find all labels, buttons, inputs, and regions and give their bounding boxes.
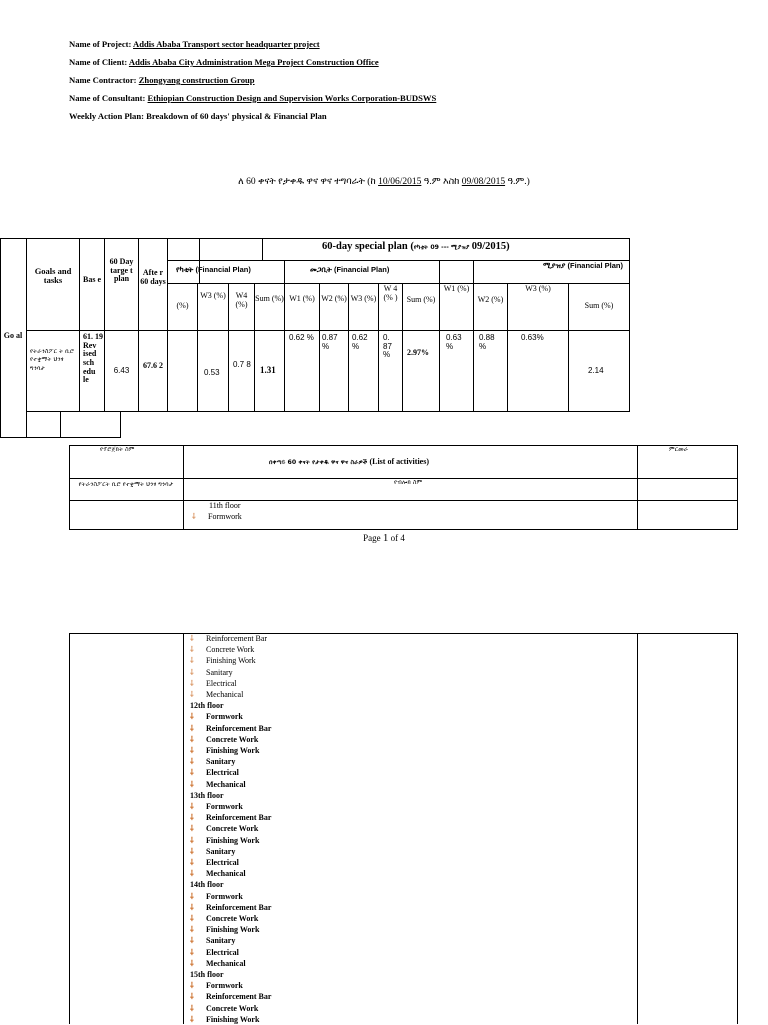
- bullet-icon: ⸸: [190, 858, 194, 867]
- value-w3b: 0.62 %: [352, 333, 368, 351]
- amharic-title-prefix: ለ 60 ቀናት የታቀዱ ዋና ዋና ተግባራት (ከ: [238, 177, 379, 187]
- row-goal: የትራንስፖር ት ቢሮ የተቋማት ህንፃ ግንባታ: [30, 348, 75, 372]
- col-w2c: W2 (%): [477, 295, 504, 304]
- special-plan-amh: የካቲት 09 --- ሚያዝያ: [413, 244, 472, 251]
- special-plan-title: [322, 241, 510, 252]
- value-w1c: 0.63 %: [446, 333, 462, 351]
- value-w1b: 0.62 %: [289, 333, 314, 342]
- page-total: 4: [400, 533, 405, 543]
- activity-text: Sanitary: [206, 667, 233, 677]
- client-value: Addis Ababa City Administration Mega Project Construction Office: [128, 57, 379, 67]
- activity-item: [190, 756, 235, 767]
- row-base: 61. 19 Rev ised sch edu le: [83, 332, 103, 385]
- bullet-icon: ⸸: [190, 869, 194, 879]
- activity-formwork-label: Formwork: [208, 512, 242, 521]
- block-name-header: የብሎክ ስም: [394, 479, 423, 486]
- col-w3c: W3 (%): [525, 284, 551, 293]
- bullet-icon: ⸸: [190, 947, 194, 957]
- activity-text: Sanitary: [206, 846, 236, 856]
- value-w4a: 0.7 8: [233, 360, 251, 369]
- activity-text: Concrete Work: [206, 824, 259, 834]
- bullet-icon: ⸸: [190, 958, 194, 968]
- bullet-icon: ⸸: [190, 734, 194, 744]
- bullet-icon: ⸸: [190, 992, 194, 1002]
- bullet-icon: ⸸: [190, 667, 194, 677]
- bullet-icon: ⸸: [190, 712, 194, 722]
- activity-text: Formwork: [206, 712, 243, 722]
- floor-heading: [190, 790, 224, 801]
- bullet-icon: ⸸: [190, 802, 194, 811]
- floor-heading: [190, 969, 224, 980]
- project-label: Name of Project:: [69, 39, 134, 49]
- month1-header: የካቲት (Financial Plan): [176, 265, 251, 274]
- col-w2b: W2 (%): [321, 294, 347, 303]
- activity-text: Formwork: [206, 891, 243, 901]
- bullet-icon: ⸸: [192, 512, 196, 521]
- row-target: 6.43: [113, 366, 130, 375]
- project-name-line: [69, 39, 320, 49]
- col-w1c: W1 (%): [443, 284, 470, 293]
- activity-text: Concrete Work: [206, 645, 255, 655]
- activity-text: Formwork: [206, 802, 243, 811]
- activity-item: [190, 991, 271, 1002]
- activity-item: [190, 812, 271, 823]
- row-after: 67.6 2: [143, 361, 163, 370]
- date-from: 10/06/2015: [378, 177, 422, 187]
- bullet-icon: ⸸: [190, 645, 194, 655]
- activity-text: Finishing Work: [206, 656, 256, 666]
- activity-item: [190, 958, 246, 969]
- bullet-icon: ⸸: [190, 656, 194, 666]
- bullet-icon: ⸸: [190, 835, 194, 845]
- bullet-icon: ⸸: [190, 902, 194, 912]
- bullet-icon: ⸸: [190, 981, 194, 991]
- activity-item: [190, 891, 243, 902]
- activity-text: 12th floor: [190, 701, 224, 711]
- contractor-name-line: [69, 75, 255, 85]
- activity-list-header-amh: በቀጣይ 60 ቀናት የታቀዱ ዋና ዋና ስራዎች: [269, 459, 370, 466]
- activity-text: Electrical: [206, 768, 239, 778]
- value-w2b: 0.87 %: [322, 333, 338, 351]
- bullet-icon: ⸸: [190, 914, 194, 923]
- project-value: Addis Ababa Transport sector headquarter project: [133, 39, 320, 49]
- bullet-icon: ⸸: [190, 678, 194, 688]
- activity-item: [190, 924, 259, 935]
- project-name-value: የትራንስፖርት ቢሮ የተቋማት ህንፃ ግንባታ: [78, 481, 174, 488]
- activity-item: [190, 868, 246, 879]
- col-w1b: W1 (%): [289, 294, 315, 303]
- bullet-icon: ⸸: [190, 757, 194, 767]
- special-plan-prefix: 60-day special plan (: [322, 241, 414, 252]
- activity-text: Electrical: [206, 947, 239, 957]
- client-name-line: [69, 57, 379, 67]
- activity-item: [190, 745, 259, 756]
- activity-text: Concrete Work: [206, 914, 259, 923]
- contractor-label: Name Contractor:: [69, 75, 139, 85]
- activity-item: [190, 711, 243, 722]
- floor-heading: [190, 879, 224, 890]
- month3-header: ሚያዝያ (Financial Plan): [543, 261, 623, 270]
- bullet-icon: ⸸: [190, 746, 194, 755]
- activity-item: [190, 767, 239, 778]
- activity-text: Reinforcement Bar: [206, 634, 268, 643]
- col-pct: (%): [176, 301, 189, 310]
- goals-tasks-header: Goals and tasks: [34, 266, 72, 286]
- value-suma: 1.31: [260, 365, 276, 375]
- amharic-title-suffix: ዓ.ም.): [505, 177, 530, 187]
- bullet-icon: ⸸: [190, 768, 194, 778]
- value-w3a: 0.53: [204, 368, 220, 377]
- activity-text: Reinforcement Bar: [206, 813, 272, 823]
- activity-text: Concrete Work: [206, 1003, 259, 1013]
- activity-item: [190, 633, 267, 644]
- value-w3c: 0.63%: [521, 333, 544, 342]
- consultant-label: Name of Consultant:: [69, 93, 148, 103]
- bullet-icon: ⸸: [190, 1014, 194, 1024]
- activity-item: [190, 689, 243, 700]
- activity-item: [190, 947, 239, 958]
- page-word: Page: [363, 533, 383, 543]
- client-label: Name of Client:: [69, 57, 129, 67]
- activity-item: [190, 902, 271, 913]
- activity-text: Electrical: [206, 678, 237, 688]
- weekly-plan-title: Weekly Action Plan: Breakdown of 60 days' physical & Financial Plan: [69, 111, 327, 121]
- activity-item: [190, 1003, 258, 1014]
- remark-header: ምርመራ: [669, 446, 689, 453]
- consultant-name-line: [69, 93, 436, 103]
- bullet-icon: ⸸: [190, 891, 194, 901]
- col-w3b: W3 (%): [350, 294, 377, 303]
- bullet-icon: ⸸: [190, 1003, 194, 1013]
- col-sumc: Sum (%): [584, 301, 614, 310]
- activity-item: [190, 644, 254, 655]
- activity-text: 13th floor: [190, 790, 224, 800]
- activity-text: 15th floor: [190, 970, 224, 979]
- activity-text: Finishing Work: [206, 925, 260, 935]
- activity-text: Mechanical: [206, 869, 246, 879]
- activity-item: [190, 835, 259, 846]
- project-name-header: የፕሮጀክት ስም: [100, 446, 135, 453]
- bullet-icon: ⸸: [190, 634, 194, 643]
- activity-text: Finishing Work: [206, 1014, 260, 1024]
- of-word: of: [388, 533, 401, 543]
- activity-text: Electrical: [206, 858, 239, 867]
- amharic-title-mid: ዓ.ም እስከ: [421, 177, 462, 187]
- bullet-icon: ⸸: [190, 723, 194, 733]
- activity-item: [190, 935, 235, 946]
- col-suma: Sum (%): [255, 294, 284, 303]
- amharic-title: [0, 176, 768, 187]
- activity-item: [190, 734, 258, 745]
- col-sumb: Sum (%): [406, 295, 436, 304]
- value-w4b: 0. 87 %: [383, 333, 392, 360]
- bullet-icon: ⸸: [190, 824, 194, 834]
- activity-text: Mechanical: [206, 958, 246, 968]
- activity-text: Mechanical: [206, 779, 246, 789]
- after-header: Afte r 60 days: [140, 268, 166, 286]
- activity-item: [190, 1014, 259, 1025]
- floor-11-label: 11th floor: [209, 501, 241, 510]
- activity-item: [190, 779, 246, 790]
- page-footer: [0, 532, 768, 544]
- page-number: 1: [382, 532, 389, 544]
- activity-text: Reinforcement Bar: [206, 723, 272, 733]
- activity-list-header: [269, 458, 429, 467]
- activity-item: [190, 655, 256, 666]
- contractor-value: Zhongyang construction Group: [138, 75, 255, 85]
- activity-text: Reinforcement Bar: [206, 992, 272, 1002]
- value-sumc: 2.14: [588, 366, 604, 375]
- bullet-icon: ⸸: [190, 846, 194, 856]
- activity-item: [190, 857, 239, 868]
- activity-item: [190, 723, 271, 734]
- activity-text: 14th floor: [190, 880, 224, 890]
- activity-text: Sanitary: [206, 936, 236, 946]
- bullet-icon: ⸸: [190, 813, 194, 823]
- activity-text: Finishing Work: [206, 835, 260, 845]
- month2-header: መጋቢት (Financial Plan): [310, 265, 390, 274]
- activity-formwork: [192, 513, 242, 522]
- activity-text: Concrete Work: [206, 734, 259, 744]
- col-w3a: W3 (%): [200, 291, 226, 300]
- value-sumb: 2.97%: [407, 348, 429, 357]
- target-header: 60 Day targe t plan: [109, 257, 134, 284]
- date-to: 09/08/2015: [461, 177, 506, 187]
- col-w4b: W 4 (% ): [383, 284, 398, 302]
- activity-list-header-en: (List of activities): [369, 457, 429, 466]
- activity-text: Reinforcement Bar: [206, 902, 272, 912]
- goal-label: Go al: [3, 331, 23, 340]
- activity-text: Formwork: [206, 981, 243, 991]
- activity-text: Sanitary: [206, 757, 236, 767]
- value-w2c: 0.88 %: [479, 333, 495, 351]
- activity-text: Mechanical: [206, 690, 244, 699]
- activity-item: [190, 913, 258, 924]
- activity-item: [190, 980, 243, 991]
- bullet-icon: ⸸: [190, 925, 194, 935]
- activity-text: Finishing Work: [206, 746, 260, 755]
- bullet-icon: ⸸: [190, 779, 194, 789]
- floor-heading: [190, 700, 224, 711]
- special-plan-suffix: 09/2015): [471, 241, 510, 252]
- activity-item: [190, 846, 235, 857]
- activity-item: [190, 678, 237, 689]
- base-header: Bas e: [83, 275, 101, 284]
- activity-item: [190, 801, 243, 812]
- consultant-value: Ethiopian Construction Design and Supervision Works Corporation-BUDSWS: [147, 93, 437, 103]
- col-w4a: W4 (%): [235, 291, 248, 309]
- activity-item: [190, 667, 233, 678]
- bullet-icon: ⸸: [190, 936, 194, 946]
- bullet-icon: ⸸: [190, 690, 194, 699]
- activity-item: [190, 823, 258, 834]
